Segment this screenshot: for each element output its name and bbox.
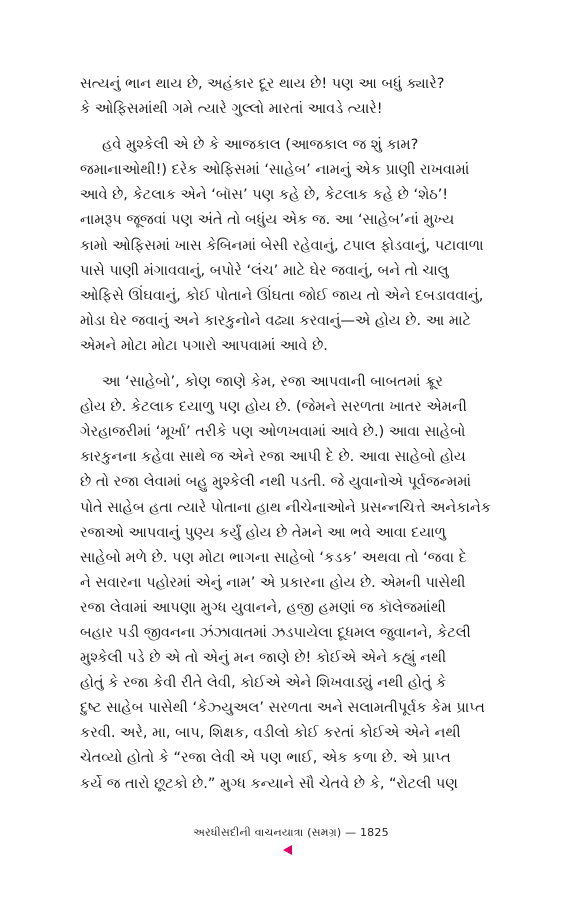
text-line: ગેરહાજરીમાં ‘મૂર્ખા’ તરીકે પણ ઓળખવામાં આવે છે.) આવા સાહેબો <box>80 424 466 441</box>
text-line: જમાનાઓથી!) દરેક ઓફિસમાં ‘સાહેબ’ નામનું એક પ્રાણી રાખવામાં <box>80 162 470 179</box>
text-line: રજાઓ આપવાનું પુણ્ય કર્યું હોય છે તેમને આ ભવે આવા દયાળુ <box>80 524 446 541</box>
text-line: આ ‘સાહેબો’, કોણ જાણે કેમ, રજા આપવાની બાબતમાં ક્રૂર <box>102 374 443 391</box>
paragraph-3 <box>80 370 508 797</box>
text-line: ને સવારના પહોરમાં એનું નામ’ એ પ્રકારના હોય છે. એમની પાસેથી <box>80 574 466 591</box>
text-line: મુશ્કેલી પડે છે એ તો એનું મન જાણે છે! કોઈએ એને કહ્યું નથી <box>80 650 447 667</box>
text-line: પોતે સાહેબ હતા ત્યારે પોતાના હાથ નીચેનાઓને પ્રસન્નચિત્તે અનેકાનેક <box>80 499 492 516</box>
paragraph-1 <box>80 72 508 122</box>
text-line: નામરૂપ જૂજવાં પણ અંતે તો બધુંય એક જ. આ ‘સાહેબ’નાં મુખ્ય <box>80 212 455 229</box>
text-line: કામો ઓફિસમાં ખાસ કેબિનમાં બેસી રહેવાનું, ટપાલ ફોડવાનું, પટાવાળા <box>80 237 484 254</box>
text-line: સાહેબો મળે છે. પણ મોટા ભાગના સાહેબો ‘કડક’ અથવા તો ‘જવા દે <box>80 549 467 566</box>
text-line: આવે છે, કેટલાક એને ‘બૉસ’ પણ કહે છે, કેટલાક કહે છે ‘શેઠ’! <box>80 187 449 204</box>
text-line: ઓફિસે ઊંઘવાનું, કોઈ પોતાને ઊંઘતા જોઈ જાય તો એને દબડાવવાનું, <box>80 287 484 304</box>
text-line: કારકુનના કહેવા સાથે જ એને રજા આપી દે છે. આવા સાહેબો હોય <box>80 449 466 466</box>
text-line: રજા લેવામાં આપણા મુગ્ધ યુવાનને, હજી હમણાં જ કૉલેજમાંથી <box>80 599 446 616</box>
text-line: કે ઓફિસમાંથી ગમે ત્યારે ગુલ્લો મારતાં આવડે ત્યારે! <box>80 101 383 118</box>
text-line: હવે મુશ્કેલી એ છે કે આજકાલ (આજકાલ જ શું કામ? <box>102 137 419 154</box>
text-line: હોય છે. કેટલાક દયાળુ પણ હોય છે. (જેમને સરળતા ખાતર એમની <box>80 399 467 416</box>
page-body <box>80 72 508 797</box>
text-line: પાસે પાણી મંગાવવાનું, બપોરે ‘લંચ’ માટે ઘેર જવાનું, બને તો ચાલુ <box>80 262 449 279</box>
text-line: સત્યનું ભાન થાય છે, અહંકાર દૂર થાય છે! પણ આ બધું ક્યારે? <box>80 76 445 92</box>
text-line: ચેતવ્યો હોતો કે “રજા લેવી એ પણ ભાઈ, એક કળા છે. એ પ્રાપ્ત <box>80 750 451 767</box>
text-line: બહાર પડી જીવનના ઝંઝાવાતમાં ઝડપાયેલા દૂધમલ જુવાનને, કેટલી <box>80 624 471 641</box>
text-line: છે તો રજા લેવામાં બહુ મુશ્કેલી નથી પડતી. જે યુવાનોએ પૂર્વજન્મમાં <box>80 474 472 491</box>
text-line: મોડા ઘેર જવાનું અને કારકુનોને વઢ્યા કરવાનું—એ હોય છે. આ માટે <box>80 312 471 329</box>
text-line: દુષ્ટ સાહેબ પાસેથી ‘કેઝ્યુઅલ’ સરળતા અને સલામતીપૂર્વક કેમ પ્રાપ્ત <box>80 700 485 717</box>
text-line: કર્યે જ તારો છૂટકો છે.” મુગ્ધ કન્યાને સૌ ચેતવે છે કે, “રોટલી પણ <box>80 775 458 792</box>
text-line: કરવી. અરે, મા, બાપ, શિક્ષક, વડીલો કોઈ કરતાં કોઈએ એને નથી <box>80 725 461 742</box>
triangle-left-icon[interactable] <box>283 845 292 855</box>
paragraph-2 <box>80 133 508 359</box>
text-line: હોતું કે રજા કેવી રીતે લેવી, કોઈએ એને શિખવાડ્યું નથી હોતું કે <box>80 675 447 692</box>
page-footer: અરધીસદીની વાચનયાત્રા (સમગ્ર) — 1825 <box>193 826 389 839</box>
text-line: એમને મોટા મોટા પગારો આપવામાં આવે છે. <box>80 337 328 354</box>
